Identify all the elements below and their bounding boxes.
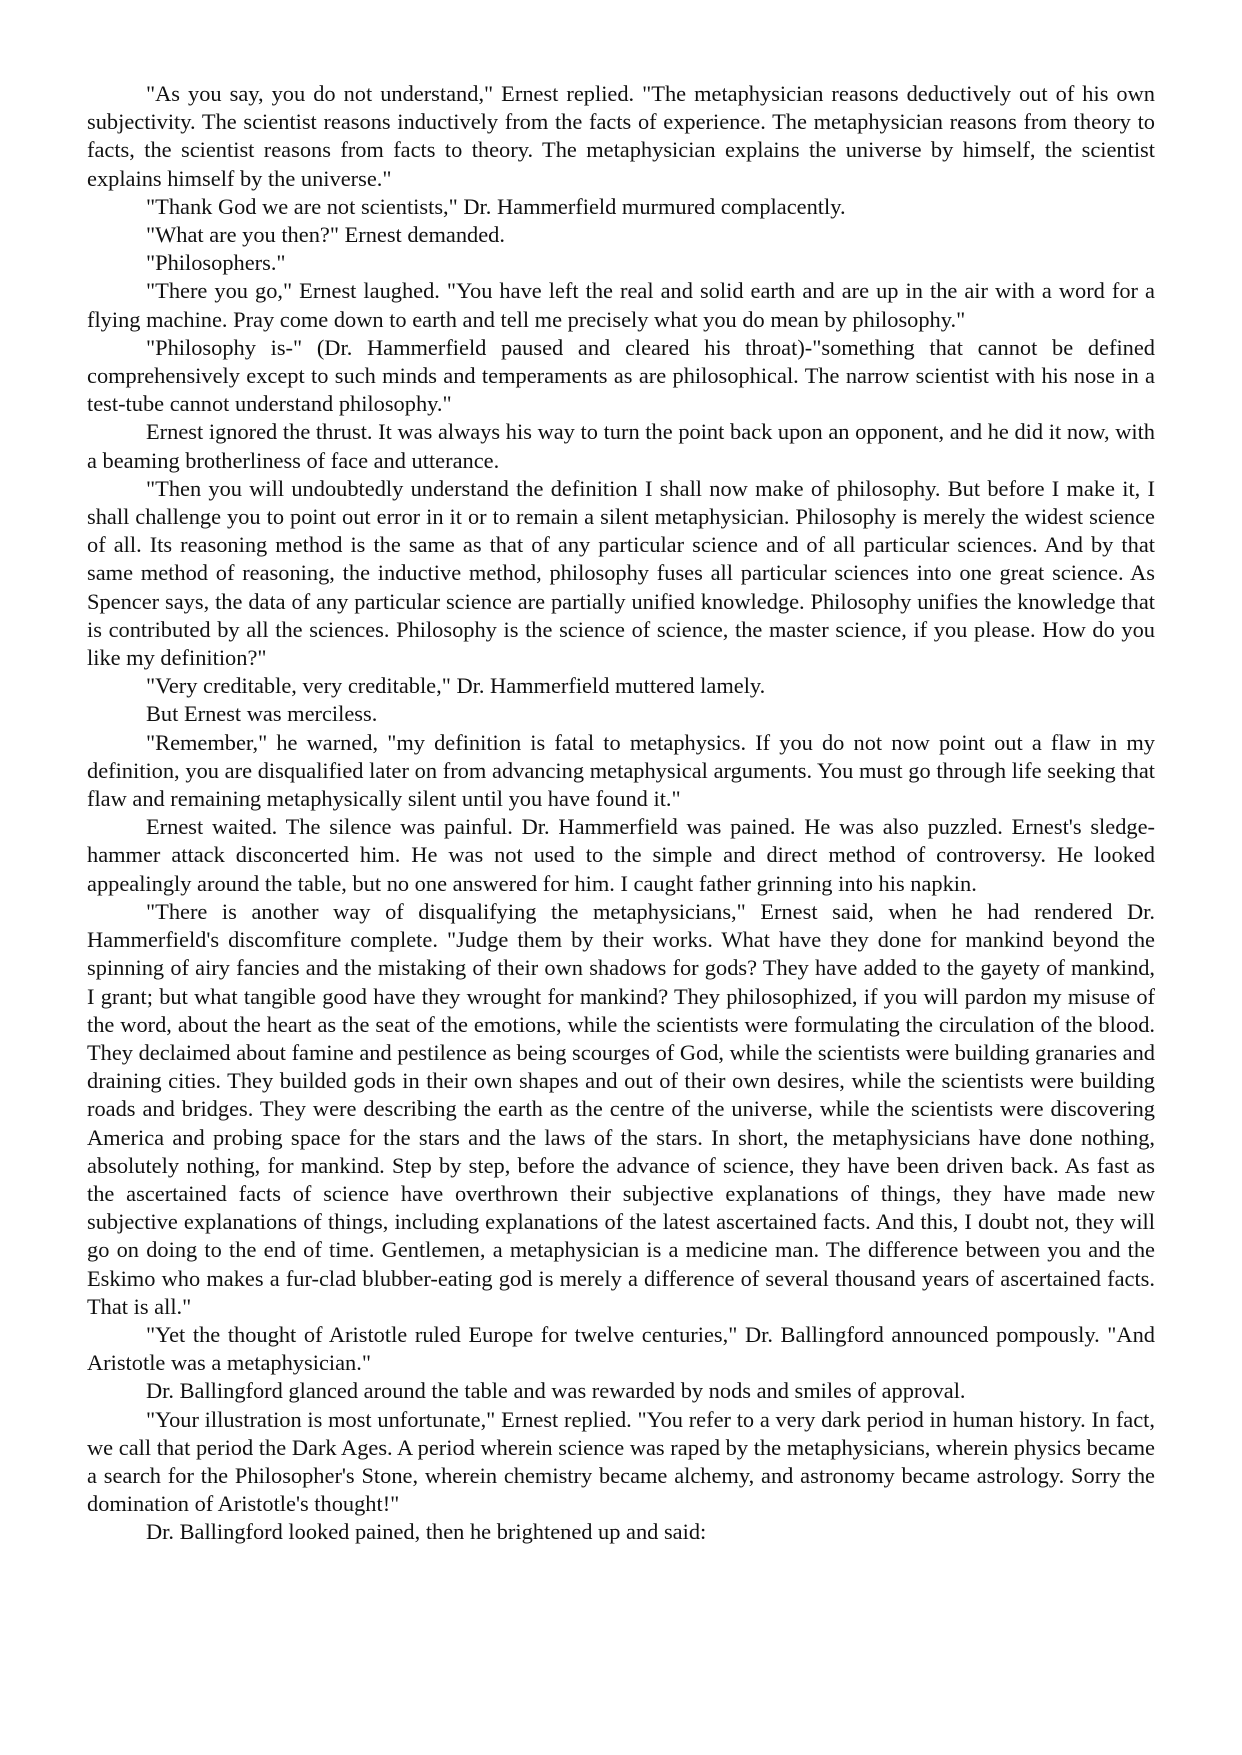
paragraph: "There you go," Ernest laughed. "You have left the real and solid earth and are up in the air with a word for a flying machine. Pray come down to earth and tell me precisely what you do mean by philosophy."	[87, 278, 1155, 332]
paragraph: "Philosophers."	[146, 250, 286, 276]
paragraph: "There is another way of disqualifying the metaphysicians," Ernest said, when he had rendered Dr. Hammerfield's discomfiture complete. "Judge them by their works. What have they done for mankind beyond the spinning of airy fancies and the mistaking of their own shadows for gods? They have added to the gayety of mankind, I grant; but what tangible good have they wrought for mankind? They philosophized, if you will pardon my misuse of the word, about the heart as the seat of the emotions, while the scientists were formulating the circulation of the blood. They declaimed about famine and pestilence as being scourges of God, while the scientists were building granaries and draining cities. They builded gods in their own shapes and out of their own desires, while the scientists were building roads and bridges. They were describing the earth as the centre of the universe, while the scientists were discovering America and probing space for the stars and the laws of the stars. In short, the metaphysicians have done nothing, absolutely nothing, for mankind. Step by step, before the advance of science, they have been driven back. As fast as the ascertained facts of science have overthrown their subjective explanations of things, they have made new subjective explanations of things, including explanations of the latest ascertained facts. And this, I doubt not, they will go on doing to the end of time. Gentlemen, a metaphysician is a medicine man. The difference between you and the Eskimo who makes a fur-clad blubber-eating god is merely a difference of several thousand years of ascertained facts. That is all."	[87, 898, 1155, 1319]
paragraph: Dr. Ballingford looked pained, then he brightened up and said:	[146, 1519, 707, 1545]
paragraph: "Philosophy is-" (Dr. Hammerfield paused and cleared his throat)-"something that cannot be defined comprehensively except to such minds and temperaments as are philosophical. The narrow scientist with his nose in a test-tube cannot understand philosophy."	[87, 334, 1155, 417]
paragraph: "What are you then?" Ernest demanded.	[146, 222, 505, 248]
paragraph: "Your illustration is most unfortunate," Ernest replied. "You refer to a very dark period in human history. In fact, we call that period the Dark Ages. A period wherein science was raped by the metaphysicians, wherein physics became a search for the Philosopher's Stone, wherein chemistry became alchemy, and astronomy became astrology. Sorry the domination of Aristotle's thought!"	[87, 1406, 1155, 1517]
paragraph: "Remember," he warned, "my definition is fatal to metaphysics. If you do not now point out a flaw in my definition, you are disqualified later on from advancing metaphysical arguments. You must go through life seeking that flaw and remaining metaphysically silent until you have found it."	[87, 729, 1155, 812]
paragraph: Ernest waited. The silence was painful. Dr. Hammerfield was pained. He was also puzzled. Ernest's sledge-hammer attack disconcerted him. He was not used to the simple and direct method of controversy. He looked appealingly around the table, but no one answered for him. I caught father grinning into his napkin.	[87, 814, 1155, 896]
paragraph: But Ernest was merciless.	[146, 701, 378, 727]
paragraph: "Thank God we are not scientists," Dr. Hammerfield murmured complacently.	[146, 193, 846, 219]
paragraph: "Then you will undoubtedly understand the definition I shall now make of philosophy. But before I make it, I shall challenge you to point out error in it or to remain a silent metaphysician. Philosophy is merely the widest science of all. Its reasoning method is the same as that of any particular science and of all particular sciences. And by that same method of reasoning, the inductive method, philosophy fuses all particular sciences into one great science. As Spencer says, the data of any particular science are partially unified knowledge. Philosophy unifies the knowledge that is contributed by all the sciences. Philosophy is the science of science, the master science, if you please. How do you like my definition?"	[87, 475, 1155, 671]
document-page	[87, 80, 1155, 1547]
paragraph: "Yet the thought of Aristotle ruled Europe for twelve centuries," Dr. Ballingford announced pompously. "And Aristotle was a metaphysician."	[87, 1321, 1155, 1376]
paragraph: "Very creditable, very creditable," Dr. Hammerfield muttered lamely.	[146, 673, 766, 699]
paragraph: Ernest ignored the thrust. It was always his way to turn the point back upon an opponent, and he did it now, with a beaming brotherliness of face and utterance.	[87, 419, 1155, 473]
paragraph: "As you say, you do not understand," Ernest replied. "The metaphysician reasons deductively out of his own subjectivity. The scientist reasons inductively from the facts of experience. The metaphysician reasons from theory to facts, the scientist reasons from facts to theory. The metaphysician explains the universe by himself, the scientist explains himself by the universe."	[87, 81, 1155, 191]
paragraph: Dr. Ballingford glanced around the table and was rewarded by nods and smiles of approval.	[146, 1378, 966, 1404]
